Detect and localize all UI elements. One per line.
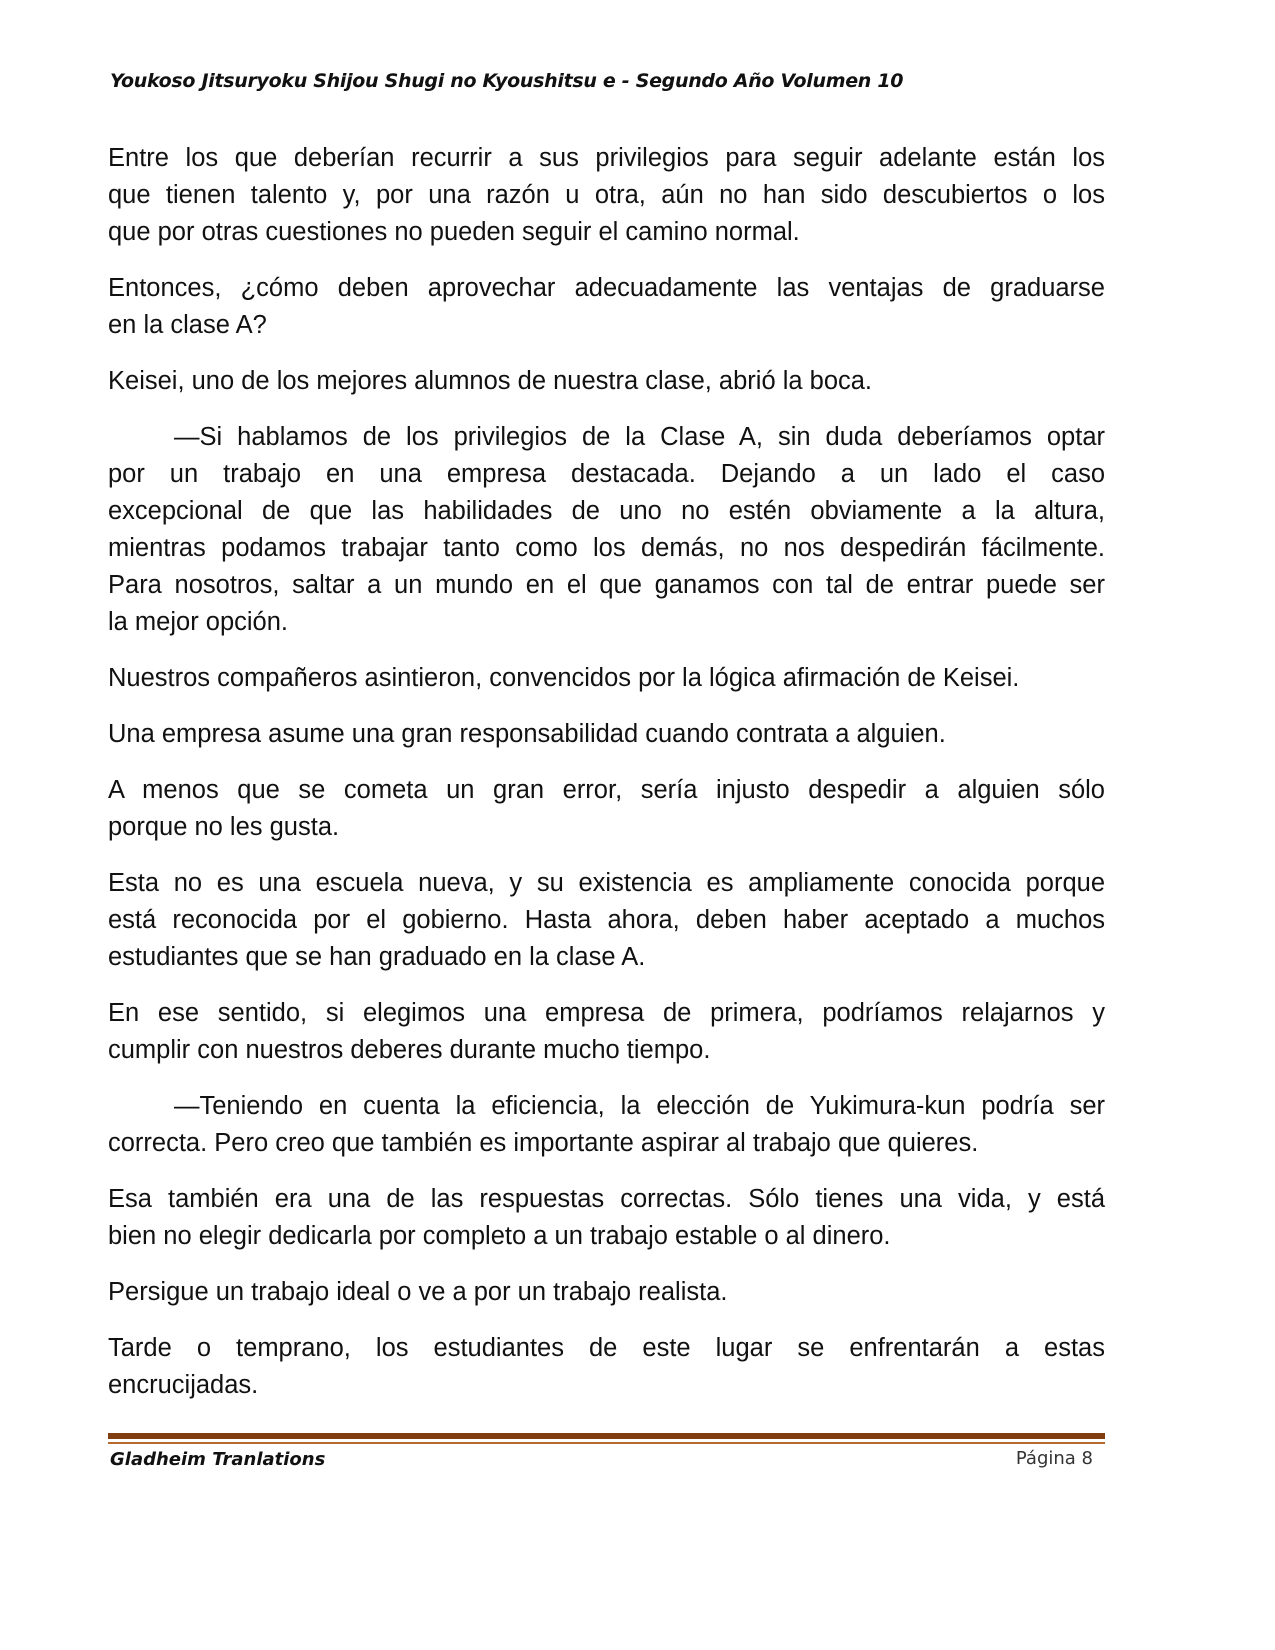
text-line: por un trabajo en una empresa destacada. Dejando a un lado el caso (108, 460, 1105, 488)
text-line: la mejor opción. (108, 608, 289, 636)
text-line: está reconocida por el gobierno. Hasta ahora, deben haber aceptado a muchos (108, 906, 1105, 934)
text-line: —Si hablamos de los privilegios de la Clase A, sin duda deberíamos optar (174, 423, 1105, 451)
paragraph (108, 660, 1105, 697)
paragraph (108, 1274, 1105, 1311)
paragraph (108, 716, 1105, 753)
footer-rule (108, 1433, 1105, 1439)
text-line: porque no les gusta. (108, 813, 340, 841)
text-line: cumplir con nuestros deberes durante mucho tiempo. (108, 1036, 711, 1064)
text-line: que tienen talento y, por una razón u otra, aún no han sido descubiertos o los (108, 181, 1105, 209)
body-text (108, 140, 1105, 1423)
footer-credit: Gladheim Tranlations (110, 1449, 326, 1470)
paragraph (108, 1088, 1105, 1162)
running-header: Youkoso Jitsuryoku Shijou Shugi no Kyoushitsu e - Segundo Año Volumen 10 (110, 70, 904, 92)
text-line: Entre los que deberían recurrir a sus privilegios para seguir adelante están los (108, 144, 1105, 172)
paragraph (108, 270, 1105, 344)
text-line: Esta no es una escuela nueva, y su existencia es ampliamente conocida porque (108, 869, 1105, 897)
text-line: excepcional de que las habilidades de uno no estén obviamente a la altura, (108, 497, 1105, 525)
paragraph (108, 363, 1105, 400)
text-line: estudiantes que se han graduado en la clase A. (108, 943, 646, 971)
text-line: A menos que se cometa un gran error, sería injusto despedir a alguien sólo (108, 776, 1105, 804)
text-line: Entonces, ¿cómo deben aprovechar adecuadamente las ventajas de graduarse (108, 274, 1105, 302)
text-line: Una empresa asume una gran responsabilidad cuando contrata a alguien. (108, 720, 946, 748)
paragraph (108, 419, 1105, 641)
paragraph (108, 140, 1105, 251)
text-line: encrucijadas. (108, 1371, 259, 1399)
text-line: Tarde o temprano, los estudiantes de este lugar se enfrentarán a estas (108, 1334, 1105, 1362)
text-line: —Teniendo en cuenta la eficiencia, la elección de Yukimura-kun podría ser (174, 1092, 1105, 1120)
text-line: correcta. Pero creo que también es importante aspirar al trabajo que quieres. (108, 1129, 979, 1157)
text-line: que por otras cuestiones no pueden seguir el camino normal. (108, 218, 800, 246)
paragraph (108, 865, 1105, 976)
paragraph (108, 772, 1105, 846)
text-line: En ese sentido, si elegimos una empresa de primera, podríamos relajarnos y (108, 999, 1105, 1027)
text-line: en la clase A? (108, 311, 267, 339)
text-line: mientras podamos trabajar tanto como los demás, no nos despedirán fácilmente. (108, 534, 1105, 562)
text-line: Para nosotros, saltar a un mundo en el que ganamos con tal de entrar puede ser (108, 571, 1105, 599)
text-line: Esa también era una de las respuestas correctas. Sólo tienes una vida, y está (108, 1185, 1105, 1213)
text-line: Keisei, uno de los mejores alumnos de nuestra clase, abrió la boca. (108, 367, 873, 395)
paragraph (108, 1330, 1105, 1404)
text-line: bien no elegir dedicarla por completo a un trabajo estable o al dinero. (108, 1222, 891, 1250)
footer-rule-thin (108, 1442, 1105, 1444)
page-number: Página 8 (1015, 1448, 1093, 1469)
text-line: Nuestros compañeros asintieron, convencidos por la lógica afirmación de Keisei. (108, 664, 1020, 692)
paragraph (108, 1181, 1105, 1255)
text-line: Persigue un trabajo ideal o ve a por un trabajo realista. (108, 1278, 728, 1306)
paragraph (108, 995, 1105, 1069)
